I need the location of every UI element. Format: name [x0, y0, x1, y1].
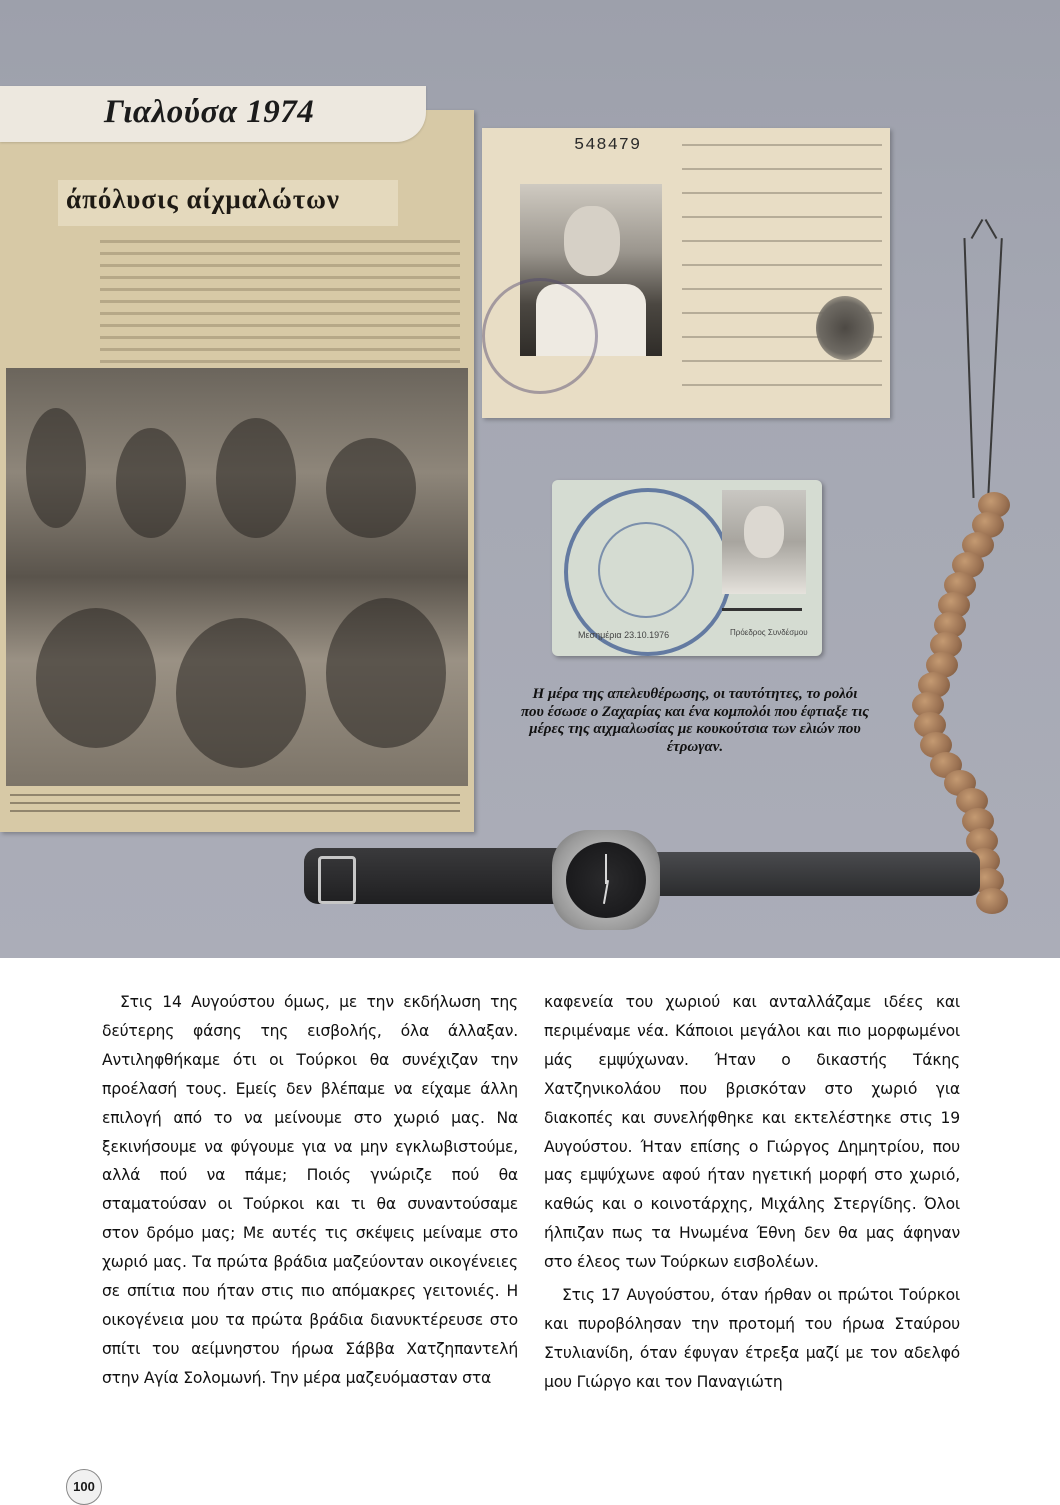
card-signature [722, 608, 802, 611]
clipping-crowd-photo [6, 368, 468, 786]
card-label: Πρόεδρος Συνδέσμου [730, 628, 808, 637]
clipping-headline: άπόλυσις αίχμαλώτων [66, 184, 340, 214]
body-paragraph: Στις 14 Αυγούστου όμως, με την εκδήλωση της δεύτερης φάσης της εισβολής, όλα άλλαξαν. Αντιληφθήκαμε ότι οι Τούρκοι θα συνέχιζαν την προέλασή τους. Εμείς δεν βλέπαμε να είχαμε άλλη επιλογή από το να μείνουμε στο χωριό μας. Να ξεκινήσουμε να φύγουμε για να μην εγκλωβιστούμε, αλλά πού να πάμε; Ποιός γνώριζε πού θα σταματούσαν οι Τούρκοι και τι θα συναντούσαμε στον δρόμο μας; Με αυτές τις σκέψεις μείναμε στο χωριό μας. Τα πρώτα βράδια μαζεύονταν οικογένειες σε σπίτια που ήταν στις πιο απόμακρες γειτονιές. Η οικογένεια μου τα πρώτα βράδια διανυκτέρευσε στο σπίτι του αείμνηστου ήρωα Σάββα Χατζηπαντελή στην Αγία Σολομωνή. Την μέρα μαζευόμασταν στα [102, 993, 518, 1387]
card-portrait [722, 490, 806, 594]
watch-dial [566, 842, 646, 918]
komboloi-bead [976, 888, 1008, 914]
komboloi-string [963, 238, 974, 498]
id-document [482, 128, 890, 418]
thumbprint [816, 296, 874, 360]
page-number: 100 [66, 1469, 102, 1505]
watch-buckle [318, 856, 356, 904]
text-column-left [102, 988, 518, 1393]
chapter-title-tab [0, 86, 426, 142]
newspaper-clipping [0, 110, 474, 832]
photo-caption: Η μέρα της απελευθέρωσης, οι ταυτότητες, το ρολόι που έσωσε ο Ζαχαρίας και ένα κομπολόι που έφτιαξε τις μέρες της αιχμαλωσίας με κουκούτσια των ελιών που έτρωγαν. [521, 686, 869, 755]
document-stamp [482, 278, 598, 394]
watch-strap-right [650, 852, 980, 896]
body-paragraph: Στις 17 Αυγούστου, όταν ήρθαν οι πρώτοι Τούρκοι και πυροβόλησαν την προτομή του ήρωα Σταύρου Στυλιανίδη, όταν έφυγαν έτρεξα μαζί με τον αδελφό μου Γιώργο και τον Παναγιώτη [544, 1286, 960, 1391]
clipping-photo-caption [10, 794, 460, 824]
document-fields [682, 144, 882, 408]
chapter-title: Γιαλούσα 1974 [104, 94, 315, 130]
card-date: Μεσημέρια 23.10.1976 [578, 630, 670, 640]
text-column-right [544, 988, 960, 1397]
document-number: 548479 [574, 136, 642, 155]
association-id-card [552, 480, 822, 656]
body-paragraph: καφενεία του χωριού και ανταλλάζαμε ιδέες και περιμέναμε νέα. Κάποιοι μεγάλοι και πιο μορφωμένοι μάς εμψύχωναν. Ήταν ο δικαστής Τάκης Χατζηνικολάου που βρισκόταν στο χωριό για διακοπές και συνελήφθηκε και εκτελέστηκε στις 19 Αυγούστου. Ήταν επίσης ο Γιώργος Δημητρίου, που μας εμψύχωνε αφού ήταν ηγετική μορφή στο χωριό, καθώς και ο κοινοτάρχης, Μιχάλης Στεργίδης. Όλοι ήλπιζαν πως τα Ηνωμένα Έθνη δεν θα μας άφηναν στο έλεος των Τούρκων εισβολέων. [544, 993, 960, 1272]
